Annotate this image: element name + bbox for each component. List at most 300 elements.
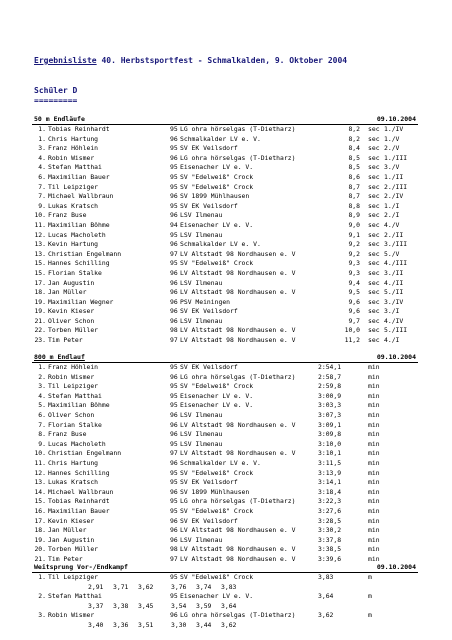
result-unit: min — [368, 516, 380, 525]
rank: 1. — [38, 134, 46, 143]
result-unit: min — [368, 420, 380, 429]
birth-year: 96 — [170, 278, 178, 287]
club-name: Schmalkalder LV e. V. — [180, 458, 261, 467]
rank: 1. — [38, 573, 46, 581]
birth-year: 96 — [170, 535, 178, 544]
result-value: 2:59,8 — [318, 382, 342, 391]
result-rows — [32, 125, 418, 346]
result-unit: sec — [368, 163, 380, 172]
rank: 6. — [38, 410, 46, 419]
result-value: 10,0 — [344, 326, 360, 335]
section-underline: ========= — [34, 96, 78, 105]
athlete-name: Hannes Schilling — [48, 259, 110, 268]
rank: 15. — [34, 259, 46, 268]
rank: 21. — [34, 316, 46, 325]
result-unit: sec — [368, 172, 380, 181]
result-row — [32, 392, 418, 402]
attempt-value: 3,76 — [171, 582, 187, 591]
event-header — [32, 352, 418, 363]
birth-year: 95 — [170, 592, 178, 601]
result-unit: m — [368, 611, 372, 620]
result-row — [32, 250, 418, 260]
club-name: LSV Ilmenau — [180, 410, 223, 419]
athlete-name: Maximilian Wegner — [48, 297, 114, 306]
result-row — [32, 336, 418, 346]
birth-year: 96 — [170, 211, 178, 220]
birth-year: 96 — [170, 430, 178, 439]
heat-place: 5./V — [384, 249, 400, 258]
athlete-name: Lucas Macholeth — [48, 230, 106, 239]
athlete-name: Franz Buse — [48, 430, 87, 439]
athlete-name: Maximilian Böhme — [48, 220, 110, 229]
result-value: 8,7 — [348, 192, 360, 201]
result-row — [32, 611, 418, 621]
athlete-name: Lukas Kratsch — [48, 201, 99, 210]
result-value: 3:30,2 — [318, 526, 342, 535]
athlete-name: Oliver Schon — [48, 410, 95, 419]
result-unit: sec — [368, 316, 380, 325]
club-name: Eisenacher LV e. V. — [180, 401, 254, 410]
attempt-value: 3,83 — [221, 582, 237, 591]
athlete-name: Hannes Schilling — [48, 468, 110, 477]
result-row — [32, 373, 418, 383]
athlete-name: Chris Hartung — [48, 134, 99, 143]
athlete-name: Maximilian Bauer — [48, 172, 110, 181]
club-name: Eisenacher LV e. V. — [180, 163, 254, 172]
result-unit: sec — [368, 259, 380, 268]
event-date: 09.10.2004 — [376, 353, 416, 361]
club-name: SV EK Veilsdorf — [180, 516, 238, 525]
result-value: 9,7 — [348, 316, 360, 325]
club-name: SV "Edelweiß" Crock — [180, 506, 254, 515]
result-unit: min — [368, 478, 380, 487]
result-unit: min — [368, 410, 380, 419]
result-value: 8,7 — [348, 182, 360, 191]
heat-place: 3./II — [384, 268, 404, 277]
event-date: 09.10.2004 — [376, 563, 416, 571]
result-unit: m — [368, 592, 372, 601]
birth-year: 96 — [170, 516, 178, 525]
rank: 12. — [34, 468, 46, 477]
birth-year: 96 — [170, 153, 178, 162]
club-name: LV Altstadt 98 Nordhausen e. V — [180, 336, 296, 345]
result-value: 3:27,6 — [318, 506, 342, 515]
result-value: 3:37,8 — [318, 535, 342, 544]
athlete-name: Oliver Schon — [48, 316, 95, 325]
result-value: 8,6 — [348, 172, 360, 181]
event-block-50m — [32, 114, 418, 346]
rank: 11. — [34, 458, 46, 467]
athlete-name: Jan Augustin — [48, 278, 95, 287]
club-name: LG ohra hörselgas (T-Dietharz) — [180, 497, 296, 506]
attempt-value: 3,71 — [113, 582, 129, 591]
result-unit: min — [368, 382, 380, 391]
rank: 8. — [38, 430, 46, 439]
result-row — [32, 192, 418, 202]
result-row — [32, 382, 418, 392]
event-name: 800 m Endlauf — [34, 353, 85, 361]
result-row — [32, 459, 418, 469]
rank: 10. — [34, 211, 46, 220]
club-name: SV 1899 Mühlhausen — [180, 192, 250, 201]
result-value: 3:22,3 — [318, 497, 342, 506]
result-value: 3:11,5 — [318, 458, 342, 467]
result-unit: min — [368, 391, 380, 400]
event-block-800m — [32, 352, 418, 564]
rank: 19. — [34, 297, 46, 306]
result-unit: min — [368, 458, 380, 467]
attempt-value: 3,51 — [138, 620, 154, 629]
result-unit: sec — [368, 230, 380, 239]
club-name: LG ohra hörselgas (T-Dietharz) — [180, 611, 296, 620]
result-unit: sec — [368, 278, 380, 287]
result-value: 3:38,5 — [318, 545, 342, 554]
club-name: LG ohra hörselgas (T-Dietharz) — [180, 125, 296, 133]
birth-year: 95 — [170, 506, 178, 515]
rank: 15. — [34, 268, 46, 277]
result-value: 3:09,1 — [318, 420, 342, 429]
athlete-name: Lucas Macholeth — [48, 439, 106, 448]
result-unit: sec — [368, 297, 380, 306]
attempt-value: 3,37 — [88, 601, 104, 610]
club-name: LSV Ilmenau — [180, 535, 223, 544]
birth-year: 96 — [170, 240, 178, 249]
result-value: 9,5 — [348, 288, 360, 297]
result-unit: sec — [368, 192, 380, 201]
result-row — [32, 592, 418, 602]
result-unit: min — [368, 468, 380, 477]
athlete-name: Jan Müller — [48, 288, 87, 297]
result-row — [32, 202, 418, 212]
attempt-value: 3,62 — [221, 620, 237, 629]
club-name: SV EK Veilsdorf — [180, 478, 238, 487]
rank: 14. — [34, 487, 46, 496]
result-row — [32, 545, 418, 555]
result-unit: sec — [368, 288, 380, 297]
birth-year: 95 — [170, 382, 178, 391]
rank: 11. — [34, 220, 46, 229]
result-value: 2:58,7 — [318, 372, 342, 381]
club-name: LV Altstadt 98 Nordhausen e. V — [180, 526, 296, 535]
rank: 5. — [38, 401, 46, 410]
rank: 19. — [34, 307, 46, 316]
club-name: LV Altstadt 98 Nordhausen e. V — [180, 288, 296, 297]
result-row — [32, 173, 418, 183]
result-value: 9,1 — [348, 230, 360, 239]
heat-place: 1./III — [384, 153, 408, 162]
birth-year: 95 — [170, 230, 178, 239]
birth-year: 95 — [170, 497, 178, 506]
heat-place: 1./II — [384, 172, 404, 181]
heat-place: 3./I — [384, 307, 400, 316]
rank: 23. — [34, 336, 46, 345]
athlete-name: Franz Buse — [48, 211, 87, 220]
result-value: 3,83 — [318, 573, 334, 581]
rank: 7. — [38, 420, 46, 429]
result-unit: min — [368, 526, 380, 535]
result-row — [32, 469, 418, 479]
birth-year: 96 — [170, 526, 178, 535]
birth-year: 95 — [170, 144, 178, 153]
attempts-row — [32, 583, 418, 593]
rank: 3. — [38, 144, 46, 153]
result-row — [32, 211, 418, 221]
result-row — [32, 125, 418, 135]
result-row — [32, 517, 418, 527]
athlete-name: Florian Stalke — [48, 268, 102, 277]
athlete-name: Robin Wismer — [48, 611, 95, 620]
birth-year: 95 — [170, 125, 178, 133]
result-unit: min — [368, 535, 380, 544]
result-value: 8,2 — [348, 134, 360, 143]
result-row — [32, 401, 418, 411]
rank: 7. — [38, 192, 46, 201]
attempt-value: 3,64 — [221, 601, 237, 610]
birth-year: 95 — [170, 172, 178, 181]
rank: 2. — [38, 592, 46, 601]
athlete-name: Robin Wismer — [48, 372, 95, 381]
birth-year: 95 — [170, 468, 178, 477]
result-value: 11,2 — [344, 336, 360, 345]
athlete-name: Michael Wallbraun — [48, 487, 114, 496]
event-header — [32, 562, 418, 573]
rank: 12. — [34, 230, 46, 239]
birth-year: 95 — [170, 182, 178, 191]
birth-year: 97 — [170, 449, 178, 458]
result-row — [32, 144, 418, 154]
club-name: LV Altstadt 98 Nordhausen e. V — [180, 545, 296, 554]
athlete-name: Maximilian Bauer — [48, 506, 110, 515]
result-row — [32, 231, 418, 241]
heat-place: 3./V — [384, 163, 400, 172]
result-row — [32, 440, 418, 450]
rank: 20. — [34, 545, 46, 554]
result-unit: min — [368, 372, 380, 381]
result-value: 3,64 — [318, 592, 334, 601]
club-name: LSV Ilmenau — [180, 316, 223, 325]
event-date: 09.10.2004 — [376, 115, 416, 123]
result-row — [32, 288, 418, 298]
athlete-name: Jan Augustin — [48, 535, 95, 544]
birth-year: 95 — [170, 363, 178, 371]
athlete-name: Tobias Reinhardt — [48, 125, 110, 133]
result-unit: min — [368, 554, 380, 563]
athlete-name: Til Leipziger — [48, 573, 99, 581]
birth-year: 96 — [170, 297, 178, 306]
rank: 3. — [38, 382, 46, 391]
athlete-name: Michael Wallbraun — [48, 192, 114, 201]
result-value: 3:39,6 — [318, 554, 342, 563]
club-name: LV Altstadt 98 Nordhausen e. V — [180, 449, 296, 458]
heat-place: 1./IV — [384, 125, 404, 133]
event-header — [32, 114, 418, 125]
attempt-value: 3,59 — [196, 601, 212, 610]
result-unit: sec — [368, 336, 380, 345]
rank: 10. — [34, 449, 46, 458]
attempt-value: 3,45 — [138, 601, 154, 610]
rank: 4. — [38, 163, 46, 172]
birth-year: 94 — [170, 220, 178, 229]
club-name: SV EK Veilsdorf — [180, 144, 238, 153]
result-value: 3:18,4 — [318, 487, 342, 496]
birth-year: 96 — [170, 288, 178, 297]
birth-year: 96 — [170, 420, 178, 429]
result-row — [32, 421, 418, 431]
heat-place: 4./V — [384, 220, 400, 229]
athlete-name: Florian Stalke — [48, 420, 102, 429]
birth-year: 96 — [170, 316, 178, 325]
result-unit: sec — [368, 220, 380, 229]
heat-place: 5./III — [384, 326, 408, 335]
result-value: 8,5 — [348, 163, 360, 172]
attempt-value: 3,38 — [113, 601, 129, 610]
club-name: LSV Ilmenau — [180, 230, 223, 239]
attempts-row — [32, 602, 418, 612]
result-unit: sec — [368, 153, 380, 162]
heat-place: 1./I — [384, 201, 400, 210]
club-name: SV "Edelweiß" Crock — [180, 468, 254, 477]
club-name: SV 1899 Mühlhausen — [180, 487, 250, 496]
heat-place: 2./I — [384, 211, 400, 220]
rank: 17. — [34, 278, 46, 287]
club-name: SV "Edelweiß" Crock — [180, 382, 254, 391]
result-row — [32, 307, 418, 317]
club-name: Schmalkalder LV e. V. — [180, 240, 261, 249]
birth-year: 95 — [170, 163, 178, 172]
result-row — [32, 449, 418, 459]
result-row — [32, 135, 418, 145]
athlete-name: Christian Engelmann — [48, 449, 122, 458]
result-value: 9,2 — [348, 240, 360, 249]
rank: 22. — [34, 326, 46, 335]
title-label: Ergebnisliste — [34, 56, 97, 65]
rank: 7. — [38, 182, 46, 191]
club-name: LV Altstadt 98 Nordhausen e. V — [180, 268, 296, 277]
athlete-name: Kevin Kieser — [48, 516, 95, 525]
rank: 15. — [34, 497, 46, 506]
result-value: 9,2 — [348, 249, 360, 258]
birth-year: 97 — [170, 554, 178, 563]
result-value: 3:09,8 — [318, 430, 342, 439]
athlete-name: Franz Höhlein — [48, 363, 99, 371]
result-value: 8,9 — [348, 211, 360, 220]
result-unit: sec — [368, 326, 380, 335]
result-unit: sec — [368, 182, 380, 191]
result-value: 3:03,3 — [318, 401, 342, 410]
result-row — [32, 507, 418, 517]
birth-year: 98 — [170, 326, 178, 335]
result-unit: sec — [368, 240, 380, 249]
birth-year: 95 — [170, 401, 178, 410]
result-value: 8,8 — [348, 201, 360, 210]
birth-year: 96 — [170, 410, 178, 419]
club-name: SV EK Veilsdorf — [180, 307, 238, 316]
rank: 21. — [34, 554, 46, 563]
birth-year: 96 — [170, 487, 178, 496]
rank: 4. — [38, 153, 46, 162]
result-value: 9,6 — [348, 307, 360, 316]
result-rows — [32, 363, 418, 564]
athlete-name: Stefan Matthai — [48, 592, 102, 601]
result-value: 9,6 — [348, 297, 360, 306]
athlete-name: Jan Müller — [48, 526, 87, 535]
rank: 3. — [38, 611, 46, 620]
result-value: 8,2 — [348, 125, 360, 133]
result-unit: sec — [368, 134, 380, 143]
result-value: 3:07,3 — [318, 410, 342, 419]
athlete-name: Tim Peter — [48, 554, 83, 563]
result-row — [32, 363, 418, 373]
attempt-value: 3,62 — [138, 582, 154, 591]
attempts-row — [32, 621, 418, 631]
birth-year: 96 — [170, 134, 178, 143]
title-rest: 40. Herbstsportfest - Schmalkalden, 9. Oktober 2004 — [96, 56, 348, 65]
result-unit: sec — [368, 249, 380, 258]
rank: 1. — [38, 125, 46, 133]
result-value: 3:13,9 — [318, 468, 342, 477]
result-row — [32, 478, 418, 488]
rank: 13. — [34, 249, 46, 258]
document-title — [34, 56, 347, 65]
birth-year: 96 — [170, 268, 178, 277]
result-value: 3:00,9 — [318, 391, 342, 400]
heat-place: 2./V — [384, 144, 400, 153]
athlete-name: Kevin Hartung — [48, 240, 99, 249]
birth-year: 98 — [170, 545, 178, 554]
birth-year: 95 — [170, 201, 178, 210]
result-unit: m — [368, 573, 372, 581]
birth-year: 95 — [170, 478, 178, 487]
result-unit: min — [368, 497, 380, 506]
club-name: LSV Ilmenau — [180, 211, 223, 220]
result-value: 8,5 — [348, 153, 360, 162]
attempt-value: 3,44 — [196, 620, 212, 629]
attempt-value: 3,30 — [171, 620, 187, 629]
club-name: LSV Ilmenau — [180, 278, 223, 287]
result-row — [32, 573, 418, 583]
club-name: LV Altstadt 98 Nordhausen e. V — [180, 326, 296, 335]
athlete-name: Stefan Matthai — [48, 391, 102, 400]
result-unit: min — [368, 487, 380, 496]
athlete-name: Robin Wismer — [48, 153, 95, 162]
event-name: 50 m Endläufe — [34, 115, 85, 123]
birth-year: 96 — [170, 611, 178, 620]
club-name: LSV Ilmenau — [180, 430, 223, 439]
club-name: LV Altstadt 98 Nordhausen e. V — [180, 249, 296, 258]
athlete-name: Til Leipziger — [48, 182, 99, 191]
club-name: PSV Meiningen — [180, 297, 231, 306]
rank: 1. — [38, 363, 46, 371]
club-name: SV "Edelweiß" Crock — [180, 259, 254, 268]
result-row — [32, 183, 418, 193]
athlete-name: Stefan Matthai — [48, 163, 102, 172]
birth-year: 95 — [170, 439, 178, 448]
rank: 16. — [34, 506, 46, 515]
rank: 4. — [38, 391, 46, 400]
result-row — [32, 259, 418, 269]
heat-place: 2./IV — [384, 192, 404, 201]
athlete-name: Torben Müller — [48, 326, 99, 335]
result-unit: sec — [368, 125, 380, 133]
heat-place: 5./II — [384, 288, 404, 297]
club-name: LSV Ilmenau — [180, 439, 223, 448]
attempt-value: 3,74 — [196, 582, 212, 591]
result-unit: min — [368, 430, 380, 439]
result-value: 3:10,0 — [318, 439, 342, 448]
result-row — [32, 317, 418, 327]
athlete-name: Franz Höhlein — [48, 144, 99, 153]
attempt-value: 3,54 — [171, 601, 187, 610]
